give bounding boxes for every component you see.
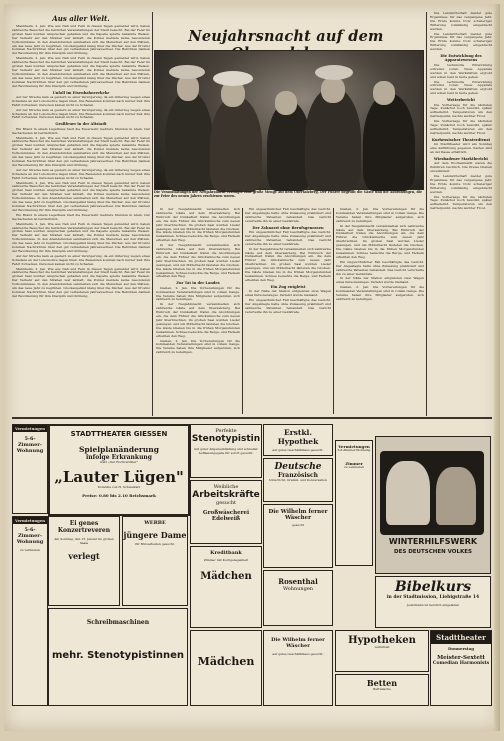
ad-bibel-text: in der Stadtmission, Liebigstraße 14 (386, 595, 480, 600)
ad-betten-text: Bettwäsche (373, 687, 391, 691)
ad-theater-line1: Spielplanänderung (79, 445, 159, 454)
photo-caption: Die Veranstaltungen der Neujahrsnacht verfolgte eine große Menge auf dem Obersalzberg. Der Führer begrüßt die Gäste und die Abordnungen, die zur Feier des neuen Jahres erschienen waren. (154, 190, 422, 198)
center-text-d-repeat: In der Nähe der Station entgleisten zwei Wagen eines Personenzuges. Verletzt wurde niemand. (336, 276, 424, 285)
left-article-text-repeat-4: Mannheim, 2. Jan. Wie aus Nah und Fern in diesen Tagen gemeldet wird, haben zahlreiche Besucher die festlichen Veranstaltungen der Stadt besucht. Bei der Feier im großen Saal wurden Ansprachen gehalten und die Kapelle spielte bekannte Weisen. Der Verkehr auf den Straßen war lebhaft, die Polizei meldete keine besonderen Vorkommnisse. In den Abendstunden sammelten sich die Menschen auf den Plätzen, um das neue Jahr zu begrüßen. Glockengeläut klang über die Dächer. Aus der Provinz kommen Nachrichten über den gut verlaufenen Jahreswechsel. Die Behörden danken der Bevölkerung für ihre Disziplin und Ordnung. (12, 221, 150, 253)
center-text-a-repeat: In der Neujahrsnacht versammelten sich zahlreiche Gäste auf dem Obersalzberg. Bei Einbruch der Dunkelheit trafen die Abordnungen ein, die dem Führer die Glückwünsche zum neuen Jahr überbrachten. Im großen Saal wurden Lieder gesungen, und um Mitternacht läuteten die Glocken. Die Gäste blieben bis in die frühen Morgenstunden beisammen. Schnee bedeckte die Berge, und Fackeln erhellten den Weg. (156, 243, 240, 279)
left-article-text-3: Ein Brand in einem Lagerhaus hielt die Feuerwehr mehrere Stunden in Atem. Der Sachschaden ist beträchtlich. (12, 126, 150, 135)
ad-vm-text: 5-6-Zimmer-Wohnung (16, 527, 44, 545)
ad-theater-prices: Preise: 0.80 bis 2.10 Reichsmark (82, 492, 156, 498)
right-subhead-b: Wetterbericht (446, 98, 476, 103)
ad-hypotheken (335, 630, 429, 672)
ad-konzert (48, 516, 120, 606)
center-text-b-lead: Gießen, 2. Jan. Die Vorbereitungen für die kommenden Veranstaltungen sind in vollem Gange. Die Vereine haben ihre Mitglieder aufgerufen, sich zahlreich zu beteiligen. (336, 208, 424, 223)
ad-st-small-sub: Donnerstag (447, 646, 475, 651)
ad-narrow-title: Vermietungen (15, 426, 45, 431)
ad-schreib-title: Schreibmaschinen (86, 619, 150, 626)
left-subhead-1: Unfall im Eisenbahnverkehr (52, 90, 110, 95)
newspaper-page (4, 4, 500, 731)
left-article-text: Mannheim, 2. Jan. Wie aus Nah und Fern in diesen Tagen gemeldet wird, haben zahlreiche Besucher die festlichen Veranstaltungen der Stadt besucht. Bei der Feier im großen Saal wurden Ansprachen gehalten und die Kapelle spielte bekannte Weisen. Der Verkehr auf den Straßen war lebhaft, die Polizei meldete keine besonderen Vorkommnisse. In den Abendstunden sammelten sich die Menschen auf den Plätzen, um das neue Jahr zu begrüßen. Glockengeläut klang über die Dächer. Aus der Provinz kommen Nachrichten über den gut verlaufenen Jahreswechsel. Die Behörden danken der Bevölkerung für ihre Disziplin und Ordnung. (12, 24, 150, 56)
ad-arbeit-company: Großwäscherei Edelweiß (202, 510, 250, 522)
center-text-a-repeat-3: In der Neujahrsnacht versammelten sich zahlreiche Gäste auf dem Obersalzberg. Bei Einbruch der Dunkelheit trafen die Abordnungen ein, die dem Führer die Glückwünsche zum neuen Jahr überbrachten. Im großen Saal wurden Lieder gesungen, und um Mitternacht läuteten die Glocken. Die Gäste blieben bis in die frühen Morgenstunden beisammen. Schnee bedeckte die Berge, und Fackeln erhellten den Weg. (245, 246, 331, 282)
ad-bibel-sub: Jedermann ist herzlich eingeladen (406, 603, 460, 607)
ad-bibelkurs (375, 576, 491, 628)
left-article-text-repeat-3: Mannheim, 2. Jan. Wie aus Nah und Fern in diesen Tagen gemeldet wird, haben zahlreiche Besucher die festlichen Veranstaltungen der Stadt besucht. Bei der Feier im großen Saal wurden Ansprachen gehalten und die Kapelle spielte bekannte Weisen. Der Verkehr auf den Straßen war lebhaft, die Polizei meldete keine besonderen Vorkommnisse. In den Abendstunden sammelten sich die Menschen auf den Plätzen, um das neue Jahr zu begrüßen. Glockengeläut klang über die Dächer. Aus der Provinz kommen Nachrichten über den gut verlaufenen Jahreswechsel. Die Behörden danken der Bevölkerung für ihre Disziplin und Ordnung. (12, 180, 150, 212)
ad-small-column (335, 440, 373, 566)
page-gutter (494, 4, 500, 731)
center-subhead-c: Ein Zug entgleist (270, 284, 306, 289)
poster-sub: DES DEUTSCHEN VOLKES (394, 549, 472, 555)
right-text-c-repeat-2: Die Vorhersage für die nächsten Tage: Zunächst noch bewölkt, später aufheiternd. Temperaturen um den Gefrierpunkt, nachts leichter Frost. (430, 194, 492, 211)
ad-deutsche-big: Französisch (277, 472, 319, 479)
left-subhead-2: Großfeuer in der Altstadt (55, 122, 107, 127)
center-text-c-lead: Ein ungewöhnlicher Fall beschäftigte das Gericht. Der Angeklagte hatte ohne Zulassung praktiziert und zahlreiche Patienten behandelt. Das Gericht verurteilte ihn zu einer Geldstrafe. (245, 208, 331, 223)
ad-hypotheken-text: vermittelt (374, 645, 390, 649)
right-text-c: Die Vorhersage für die nächsten Tage: Zunächst noch bewölkt, später aufheiternd. Temperaturen um den Gefrierpunkt, nachts leichter Frost. (430, 102, 492, 119)
ad-steno-big: Stenotypistin (191, 434, 261, 444)
main-headline: Neujahrsnacht auf dem (188, 28, 384, 45)
left-article-text-2-repeat-2: Auf der Strecke kam es gestern zu einer Verzögerung, da ein Güterzug wegen eines Schadens an der Lokomotive liegen blieb. Die Reisenden konnten nach kurzer Zeit ihre Fahrt fortsetzen. Personen kamen nicht zu Schaden. (12, 167, 150, 180)
center-subhead-a: Zur Tat in der Landes (176, 281, 220, 286)
left-column (12, 12, 150, 394)
ad-kreditbank (190, 546, 262, 628)
ad-hypothek-title: Erstkl. Hypothek (277, 428, 319, 446)
left-article-text-2: Auf der Strecke kam es gestern zu einer Verzögerung, da ein Güterzug wegen eines Schadens an der Lokomotive liegen blieb. Die Reisenden konnten nach kurzer Zeit ihre Fahrt fortsetzen. Personen kamen nicht zu Schaden. (12, 94, 150, 107)
section-divider (12, 417, 492, 419)
right-text-a-repeat-2: Die Landwirtschaft meldet gute Ergebnisse für das vergangene Jahr. Die Ernte konnte trotz schwieriger Witterung vollständig eingebracht werden. (430, 174, 492, 194)
ad-vermietungen-column (12, 516, 48, 706)
right-text-b: Die technische Entwicklung schreitet voran. Neue Apparate werden in den Werkstätten erprobt und sollen bald in Serie gehen. (430, 62, 492, 79)
left-article-text-2-repeat: Auf der Strecke kam es gestern zu einer Verzögerung, da ein Güterzug wegen eines Schadens an der Lokomotive liegen blieb. Die Reisenden konnten nach kurzer Zeit ihre Fahrt fortsetzen. Personen kamen nicht zu Schaden. (12, 107, 150, 120)
left-article-text-repeat-5: Mannheim, 2. Jan. Wie aus Nah und Fern in diesen Tagen gemeldet wird, haben zahlreiche Besucher die festlichen Veranstaltungen der Stadt besucht. Bei der Feier im großen Saal wurden Ansprachen gehalten und die Kapelle spielte bekannte Weisen. Der Verkehr auf den Straßen war lebhaft, die Polizei meldete keine besonderen Vorkommnisse. In den Abendstunden sammelten sich die Menschen auf den Plätzen, um das neue Jahr zu begrüßen. Glockengeläut klang über die Dächer. Aus der Provinz kommen Nachrichten über den gut verlaufenen Jahreswechsel. Die Behörden danken der Bevölkerung für ihre Disziplin und Ordnung. (12, 266, 150, 298)
ad-zimmer-title: Zimmer (345, 460, 363, 466)
ad-werbe-big: jüngere Dame (123, 530, 187, 540)
ad-schreib-big: mehr. Stenotypistinnen (51, 650, 185, 661)
center-text-b-repeat-2: Gießen, 2. Jan. Die Vorbereitungen für die kommenden Veranstaltungen sind in vollem Gange. Die Vereine haben ihre Mitglieder aufgerufen, sich zahlreich zu beteiligen. (336, 285, 424, 301)
poster-title: WINTERHILFSWERK (388, 537, 478, 546)
column-divider (333, 208, 334, 414)
ad-theater-line2: infolge Erkrankung (86, 454, 152, 461)
ad-frau-text: gesucht (292, 523, 304, 527)
ad-vermietungen-title: Vermietungen (338, 444, 370, 449)
ad-hypothek (263, 424, 333, 456)
ad-theater-play: „Lauter Lügen" (54, 467, 184, 486)
ad-kredit-title: Kreditbank (210, 550, 242, 556)
ad-rosenthal-sub: Wohnungen (282, 586, 314, 592)
ad-misc-text: auf gutes Geschäftshaus gesucht. (272, 652, 324, 656)
right-text-c-repeat: Die Vorhersage für die nächsten Tage: Zunächst noch bewölkt, später aufheiternd. Temperaturen um den Gefrierpunkt, nachts leichter Frost. (430, 119, 492, 135)
ad-theater-genre: Komödie von H. Schweikart (97, 484, 141, 489)
center-text-a-repeat-4: In der Neujahrsnacht versammelten sich zahlreiche Gäste auf dem Obersalzberg. Bei Einbruch der Dunkelheit trafen die Abordnungen ein, die dem Führer die Glückwünsche zum neuen Jahr überbrachten. Im großen Saal wurden Lieder gesungen, und um Mitternacht läuteten die Glocken. Die Gäste blieben bis in die frühen Morgenstunden beisammen. Schnee bedeckte die Berge, und Fackeln erhellten den Weg. (336, 223, 424, 259)
center-text-b-repeat: Gießen, 2. Jan. Die Vorbereitungen für die kommenden Veranstaltungen sind in vollem Gange. Die Vereine haben ihre Mitglieder aufgerufen, sich zahlreich zu beteiligen. (156, 338, 240, 355)
ad-deutsche (263, 458, 333, 502)
ad-bibel-big: Bibelkurs (394, 579, 472, 595)
center-column-2 (245, 208, 331, 414)
ad-werbe-text: für Büroarbeiten gesucht. (135, 542, 175, 546)
ad-steno-title: Perfekte (215, 428, 237, 434)
ad-st-small-title: Stadttheater (431, 631, 491, 644)
column-divider (242, 208, 243, 414)
ad-kredit-text: Zimmer mit Kochgelegenheit (203, 558, 249, 562)
ad-arbeit-big: Arbeitskräfte (192, 490, 260, 500)
ad-maedchen (190, 630, 262, 706)
ad-deutsche-title: Deutsche (274, 462, 322, 472)
center-text-d: In der Nähe der Station entgleisten zwei Wagen eines Personenzuges. Verletzt wurde niemand. (245, 289, 331, 298)
ad-werbe-title: WERBE (144, 520, 166, 526)
ad-stenotypistin (190, 424, 262, 478)
ad-misc-title: Die Wilhelm ferner Wäscher (271, 637, 325, 649)
center-text-b: Gießen, 2. Jan. Die Vorbereitungen für die kommenden Veranstaltungen sind in vollem Gange. Die Vereine haben ihre Mitglieder aufgerufen, sich zahlreich zu beteiligen. (156, 285, 240, 302)
right-text-b-repeat: Die technische Entwicklung schreitet voran. Neue Apparate werden in den Werkstätten erprobt und sollen bald in Serie gehen. (430, 79, 492, 96)
center-text-c: Ein ungewöhnlicher Fall beschäftigte das Gericht. Der Angeklagte hatte ohne Zulassung praktiziert und zahlreiche Patienten behandelt. Das Gericht verurteilte ihn zu einer Geldstrafe. (245, 230, 331, 246)
ad-frau-title: Die Wilhelm ferner Wäscher (268, 509, 328, 521)
ad-vm-zimmer: zu vermieten (20, 548, 40, 552)
ad-stadttheater (48, 424, 190, 516)
center-column-1 (156, 208, 240, 414)
ad-narrow-text: 5-6-Zimmer-Wohnung (16, 436, 44, 454)
right-text-e: Auf dem Wochenmarkt waren die Zufuhren reichlich. Die Preise blieben unverändert. (430, 161, 492, 174)
column-divider (152, 12, 153, 416)
ad-vermietungen-text: 5-6-Zimmer-Wohnung (337, 448, 371, 452)
ad-arbeitskraefte (190, 480, 262, 544)
ad-deutsche-text: Unterricht, Gramm. und Konversation (269, 478, 327, 482)
center-text-a-repeat-2: In der Neujahrsnacht versammelten sich zahlreiche Gäste auf dem Obersalzberg. Bei Einbruch der Dunkelheit trafen die Abordnungen ein, die dem Führer die Glückwünsche zum neuen Jahr überbrachten. Im großen Saal wurden Lieder gesungen, und um Mitternacht läuteten die Glocken. Die Gäste blieben bis in die frühen Morgenstunden beisammen. Schnee bedeckte die Berge, und Fackeln erhellten den Weg. (156, 302, 240, 338)
ad-steno-text: mit guter Allgemeinbildung und schneller Auffassungsgabe für sofort gesucht. (194, 447, 258, 455)
center-subhead-b: Der Zahnarzt ohne Berufsgenossen (252, 225, 324, 230)
center-text-c-repeat: Ein ungewöhnlicher Fall beschäftigte das Gericht. Der Angeklagte hatte ohne Zulassung praktiziert und zahlreiche Patienten behandelt. Das Gericht verurteilte ihn zu einer Geldstrafe. (245, 298, 331, 314)
ad-zimmer-text: zu vermieten (344, 464, 364, 469)
ad-kredit-big: Mädchen (200, 570, 252, 582)
ad-hypothek-text: auf gutes Geschäftshaus gesucht. (272, 448, 324, 452)
left-section-title: Aus aller Welt. (52, 14, 110, 23)
right-text-d: Im Stadttheater wird am Sonntag eine Aufführung gegeben. Karten sind an der Kasse erhältlich. (430, 142, 492, 154)
ad-theater-line3: statt „Der Hochverräter" (100, 460, 138, 464)
ad-vm-title: Vermietungen (15, 518, 45, 523)
ad-narrow-top (12, 424, 48, 514)
right-subhead-d: Wiesbadener Marktbericht (433, 156, 489, 161)
ad-schreibmaschinen (48, 608, 188, 706)
ad-st-small-text: Comedian Harmonists (432, 661, 490, 666)
column-divider (426, 12, 427, 416)
ad-konzert-big: verlegt (68, 550, 100, 561)
center-text-c-repeat-2: Ein ungewöhnlicher Fall beschäftigte das Gericht. Der Angeklagte hatte ohne Zulassung praktiziert und zahlreiche Patienten behandelt. Das Gericht verurteilte ihn zu einer Geldstrafe. (336, 259, 424, 276)
ad-werbe (122, 516, 188, 606)
right-text-a: Die Landwirtschaft meldet gute Ergebnisse für das vergangene Jahr. Die Ernte konnte trotz schwieriger Witterung vollständig eingebracht werden. (430, 12, 492, 31)
ad-konzert-title: Ei genes Konzertreveren (57, 520, 111, 534)
ad-konzert-text: Am Sonntag, den 15. Januar im großen Saale (54, 537, 114, 545)
right-text-a-repeat: Die Landwirtschaft meldet gute Ergebnisse für das vergangene Jahr. Die Ernte konnte trotz schwieriger Witterung vollständig eingebracht werden. (430, 31, 492, 52)
left-article-text-3-repeat: Ein Brand in einem Lagerhaus hielt die Feuerwehr mehrere Stunden in Atem. Der Sachschaden ist beträchtlich. (12, 212, 150, 221)
ad-arbeit-title: Weibliche (213, 484, 239, 490)
ad-betten (335, 674, 429, 706)
ad-rosenthal (263, 570, 333, 626)
left-article-text-repeat: Mannheim, 2. Jan. Wie aus Nah und Fern in diesen Tagen gemeldet wird, haben zahlreiche Besucher die festlichen Veranstaltungen der Stadt besucht. Bei der Feier im großen Saal wurden Ansprachen gehalten und die Kapelle spielte bekannte Weisen. Der Verkehr auf den Straßen war lebhaft, die Polizei meldete keine besonderen Vorkommnisse. In den Abendstunden sammelten sich die Menschen auf den Plätzen, um das neue Jahr zu begrüßen. Glockengeläut klang über die Dächer. Aus der Provinz kommen Nachrichten über den gut verlaufenen Jahreswechsel. Die Behörden danken der Bevölkerung für ihre Disziplin und Ordnung. (12, 56, 150, 88)
ad-frau (263, 504, 333, 568)
ad-theater-title: STADTTHEATER GIESSEN (70, 430, 168, 438)
right-column (430, 12, 492, 414)
winterhilfswerk-poster (375, 436, 491, 574)
center-text-a: In der Neujahrsnacht versammelten sich zahlreiche Gäste auf dem Obersalzberg. Bei Einbruch der Dunkelheit trafen die Abordnungen ein, die dem Führer die Glückwünsche zum neuen Jahr überbrachten. Im großen Saal wurden Lieder gesungen, und um Mitternacht läuteten die Glocken. Die Gäste blieben bis in die frühen Morgenstunden beisammen. Schnee bedeckte die Berge, und Fackeln erhellten den Weg. (156, 208, 240, 243)
left-article-text-repeat-2: Mannheim, 2. Jan. Wie aus Nah und Fern in diesen Tagen gemeldet wird, haben zahlreiche Besucher die festlichen Veranstaltungen der Stadt besucht. Bei der Feier im großen Saal wurden Ansprachen gehalten und die Kapelle spielte bekannte Weisen. Der Verkehr auf den Straßen war lebhaft, die Polizei meldete keine besonderen Vorkommnisse. In den Abendstunden sammelten sich die Menschen auf den Plätzen, um das neue Jahr zu begrüßen. Glockengeläut klang über die Dächer. Aus der Provinz kommen Nachrichten über den gut verlaufenen Jahreswechsel. Die Behörden danken der Bevölkerung für ihre Disziplin und Ordnung. (12, 135, 150, 167)
ad-stadttheater-small (430, 630, 492, 706)
ad-st-small-big: Meister-Sextett (437, 655, 485, 661)
right-subhead-a: Die Entwicklung des Apparatewesens (440, 54, 482, 63)
center-column-3 (336, 208, 424, 414)
ad-arbeit-sub: gesucht (216, 500, 236, 506)
ad-rosenthal-title: Rosenthal (278, 577, 318, 586)
ad-hypotheken-big: Hypotheken (348, 635, 416, 646)
ad-maedchen-big: Mädchen (197, 655, 255, 668)
right-subhead-c: Kurhessischer Theaterdienst (431, 137, 491, 142)
ad-misc (263, 630, 333, 706)
ad-betten-title: Betten (366, 678, 398, 688)
left-article-text-2-repeat-3: Auf der Strecke kam es gestern zu einer Verzögerung, da ein Güterzug wegen eines Schadens an der Lokomotive liegen blieb. Die Reisenden konnten nach kurzer Zeit ihre Fahrt fortsetzen. Personen kamen nicht zu Schaden. (12, 253, 150, 266)
photograph (154, 50, 424, 190)
